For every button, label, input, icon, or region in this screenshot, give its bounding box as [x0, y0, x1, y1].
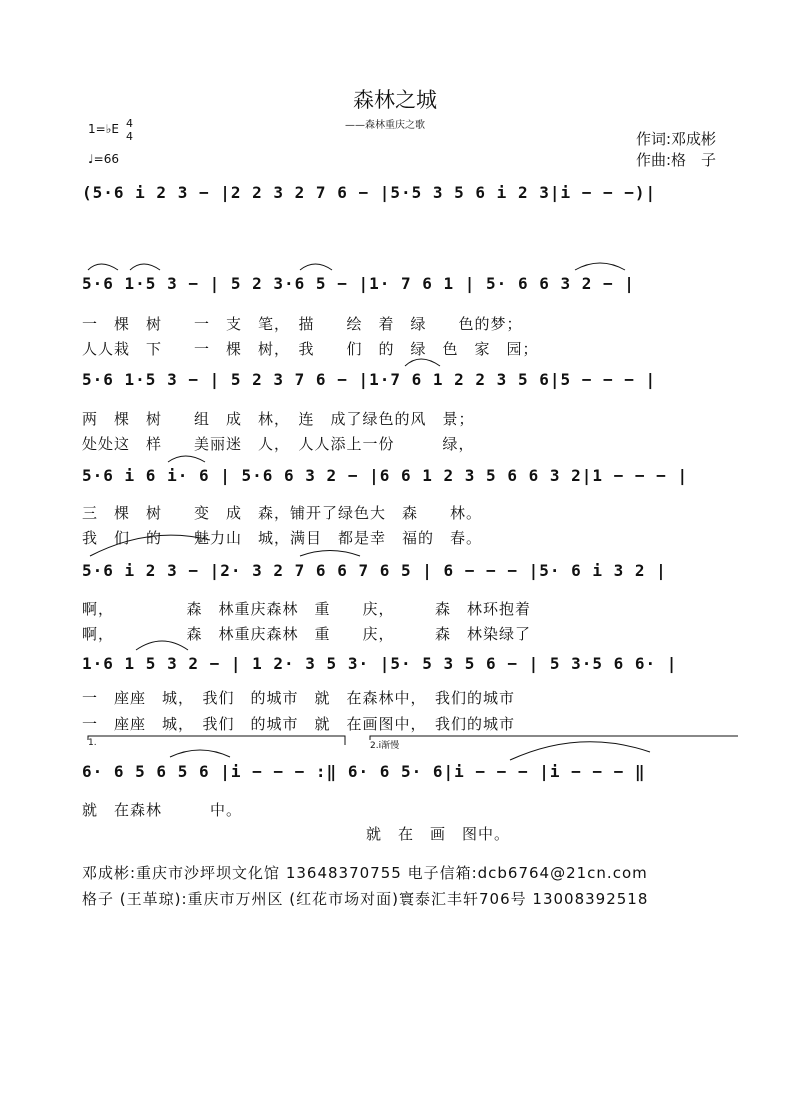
notation-line: 1·6 1 5 3 2 − | 1 2· 3 5 3· |5· 5 3 5 6 − | 5 3·5 6 6· |	[82, 654, 678, 673]
tempo-mark: ♩=66	[88, 152, 119, 166]
slur	[300, 264, 332, 270]
notation-line: 5·6 1·5 3 − | 5 2 3·6 5 − |1· 7 6 1 | 5· 6 6 3 2 − |	[82, 274, 635, 293]
lyricist-credit: 作词:邓成彬	[636, 130, 717, 148]
lyric-line: 两 棵 树 组 成 林， 连 成了绿色的风 景；	[82, 410, 475, 428]
slur	[510, 742, 650, 760]
lyric-line: 一 座座 城， 我们 的城市 就 在画图中， 我们的城市	[82, 715, 516, 733]
notation-line: 5·6 i 2 3 − |2· 3 2 7 6 6 7 6 5 | 6 − − − |5· 6 i 3 2 |	[82, 561, 667, 580]
lyric-line: 人人栽 下 一 棵 树， 我 们 的 绿 色 家 园；	[82, 340, 539, 358]
lyric-line: 三 棵 树 变 成 森，铺开了绿色大 森 林。	[82, 504, 483, 522]
notation-line: (5·6 i 2 3 − |2 2 3 2 7 6 − |5·5 3 5 6 i 2 3|i − − −)|	[82, 183, 657, 202]
time-top: 4	[126, 117, 133, 130]
slur	[300, 551, 360, 557]
lyric-line: 处处这 样 美丽迷 人， 人人添上一份 绿，	[82, 435, 475, 453]
volta-bracket-1	[88, 736, 345, 745]
page-title: 森林之城	[353, 88, 437, 112]
key-signature: 1=♭E	[88, 122, 119, 136]
composer-credit: 作曲:格 子	[636, 151, 717, 169]
slur	[90, 535, 210, 556]
lyric-line: 一 棵 树 一 支 笔， 描 绘 着 绿 色的梦；	[82, 315, 523, 333]
slur	[405, 359, 440, 366]
slur	[575, 263, 625, 270]
contact-line-2: 格子 (王革琼):重庆市万州区 (红花市场对面)寰泰汇丰轩706号 13008392518	[82, 890, 649, 908]
lyric-line: 啊， 森 林重庆森林 重 庆， 森 林染绿了	[82, 625, 532, 643]
slur	[130, 264, 160, 270]
time-bottom: 4	[126, 130, 133, 143]
notation-line: 6· 6 5 6 5 6 |i − − − :‖ 6· 6 5· 6|i − − − |i − − − ‖	[82, 762, 646, 781]
lyric-line: 我 们 的 魅力山 城，满目 都是幸 福的 春。	[82, 529, 483, 547]
slur	[136, 641, 188, 650]
slur	[170, 750, 230, 757]
lyric-line: 啊， 森 林重庆森林 重 庆， 森 林环抱着	[82, 600, 532, 618]
contact-line-1: 邓成彬:重庆市沙坪坝文化馆 13648370755 电子信箱:dcb6764@21cn.com	[82, 864, 648, 882]
lyric-line: 就 在森林 中。	[82, 801, 243, 819]
lyric-line: 一 座座 城， 我们 的城市 就 在森林中， 我们的城市	[82, 689, 516, 707]
slur	[88, 264, 118, 270]
slur	[168, 456, 205, 462]
volta-bracket-2	[370, 736, 738, 740]
volta-second-ending: 2.i渐慢	[370, 741, 400, 751]
page-subtitle: ——森林重庆之歌	[345, 120, 425, 131]
lyric-line: 就 在 画 图中。	[366, 825, 511, 843]
notation-line: 5·6 1·5 3 − | 5 2 3 7 6 − |1·7 6 1 2 2 3 5 6|5 − − − |	[82, 370, 657, 389]
notation-line: 5·6 i 6 i· 6 | 5·6 6 3 2 − |6 6 1 2 3 5 6 6 3 2|1 − − − |	[82, 466, 689, 485]
volta-first-ending: 1.	[88, 738, 97, 748]
